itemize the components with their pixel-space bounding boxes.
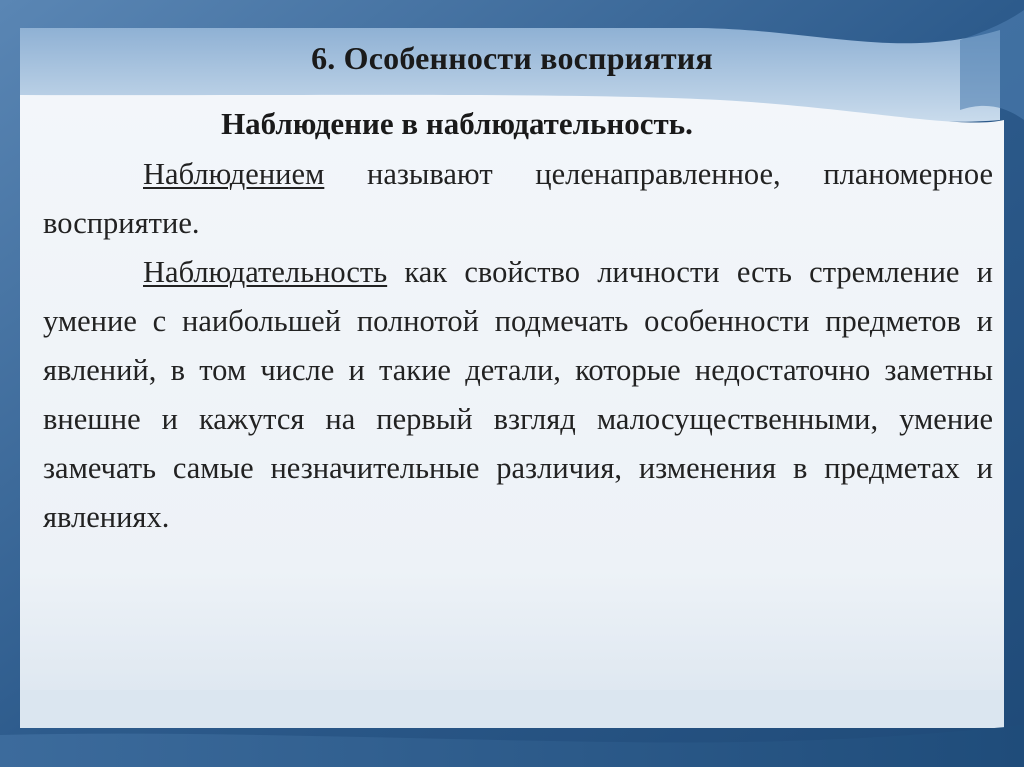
- paragraph-observation: [43, 150, 993, 248]
- slide-title: 6. Особенности восприятия: [311, 40, 713, 76]
- paragraph-observancy-text: как свойство личности есть стремление и умение с наибольшей полнотой подмечать особенности предметов и явлений, в том числе и такие детали, которые недостаточно заметны внешне и кажутся на первый взгляд малосущественными, умение замечать самые незначительные различия, изменения в предметах и явлениях.: [43, 255, 993, 534]
- term-observation: Наблюдением: [143, 157, 325, 191]
- slide-body: [43, 150, 993, 542]
- term-observancy: Наблюдательность: [143, 255, 388, 289]
- paragraph-observation-text: называют целенаправленное, планомерное восприятие.: [43, 157, 993, 240]
- slide-subtitle: Наблюдение в наблюдательность.: [221, 106, 693, 141]
- paragraph-observancy: [43, 248, 993, 542]
